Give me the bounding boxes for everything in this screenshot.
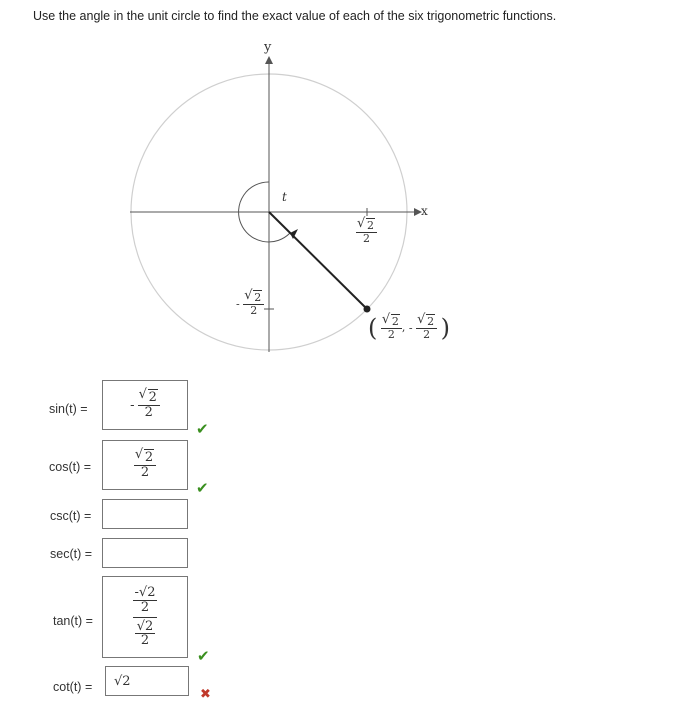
check-icon: ✔ xyxy=(196,421,209,438)
cot-answer-input[interactable]: √2 xyxy=(105,666,189,696)
check-icon: ✔ xyxy=(196,480,209,497)
sec-label: sec(t) = xyxy=(50,547,93,561)
x-axis-label: x xyxy=(421,204,428,218)
y-axis-label: y xyxy=(264,40,272,55)
terminal-ray xyxy=(269,212,367,309)
point-label: ( √ $\frac{2}{2}$ , - √ $\frac{2}{2}$ ) xyxy=(368,314,450,342)
cross-icon: ✖ xyxy=(200,686,211,701)
check-icon: ✔ xyxy=(197,648,210,665)
instructions-text: Use the angle in the unit circle to find the exact value of each of the six trigonometric functions. xyxy=(33,9,557,23)
cos-label: cos(t) = xyxy=(49,460,92,474)
sin-label: sin(t) = xyxy=(49,402,88,416)
sec-answer-input[interactable] xyxy=(102,538,188,568)
csc-answer-input[interactable] xyxy=(102,499,188,529)
x-tick-label: √ $\frac{2}{2}$ xyxy=(356,220,377,244)
sin-answer-input[interactable]: - √ $\frac{2}{2}$ xyxy=(102,380,188,430)
tan-label: tan(t) = xyxy=(53,614,93,628)
terminal-point xyxy=(364,306,371,313)
cos-answer-input[interactable]: √ $\frac{2}{2}$ xyxy=(102,440,188,490)
angle-label: t xyxy=(282,190,287,204)
y-tick-label: - √ $\frac{2}{2}$ xyxy=(236,292,264,316)
y-axis-arrow xyxy=(265,56,273,64)
tan-answer-input[interactable]: $\frac{-√2}{2}$ $\frac{√2}{2}$ xyxy=(102,576,188,658)
cot-label: cot(t) = xyxy=(53,680,93,694)
csc-label: csc(t) = xyxy=(50,509,92,523)
